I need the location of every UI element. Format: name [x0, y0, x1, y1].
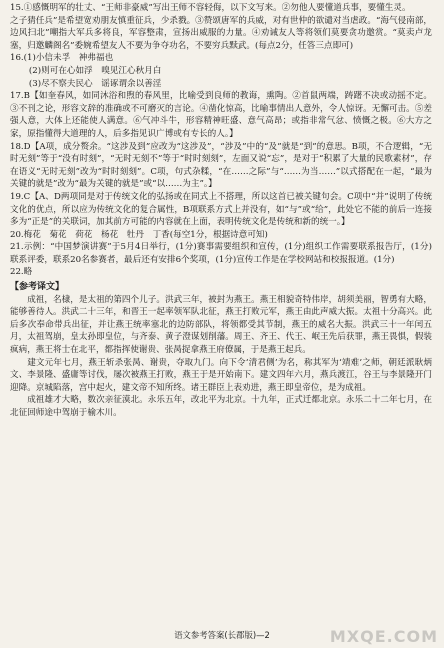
q18-answer: 18.D【A项，成分赘余。“这涉及到”应改为“这涉及”，“涉及”中的“及”就是“到”的意思。B项，不合逻辑，“无时无刻”等于“没有时刻”，“无时无刻不”等于“时时刻刻”，左面又说“忘”，是对于“积累了大量的民歌素材”，存在语义“无时无刻”改为“时时刻刻”。C项，句式杂糅，“在……之际”与“……为当……”以式搭配在一起，“最为关键的就是”改为“最为关键的就是”或“以……为主”。】	[10, 141, 432, 190]
q21-answer: 21.示例：“中国梦演讲赛”于5月4日举行，(1分)赛事需要组织和宣传，(1分)组织工作需要联系报告厅，(1分)联系评委，联系20名参赛者，最后还有安排6个奖项，(1分)宣传工作是在学校网站和校报报道。(1分)	[10, 242, 432, 265]
q20-answer: 20.梅花 菊花 荷花 杨花 牡丹 丁香(每空1分，根据诗意可知)	[10, 229, 268, 240]
page-footer: 语文参考答案(长郡版)—2	[174, 630, 270, 641]
watermark-logo: MXQE.COM	[329, 627, 438, 647]
translation-paragraph-2: 建文元年七月，燕王斩杀张昺、谢贵，夺取九门。向下令‘清君侧’为名，称其军为‘靖难’之师，朝廷派耿炳文、李景隆、盛庸等讨伐，屡次被燕王打败，燕王于是开始南下。建文四年六月，燕兵渡江，谷王与李景隆开门迎降。京城陷落，宫中起火，建文帝不知所终。诸王群臣上表劝进，燕王即皇帝位，是为成祖。	[10, 357, 432, 393]
q15-answer-line1: 15.①感慨明军的壮丈、“王师非豪威”写出王师不容轻侮，以下文写来。②勿他人要懂道兵事，要懂生灵。	[10, 3, 411, 13]
q16-answer-2: (2)则可在心如浮 嗅见江心秋月白	[28, 65, 162, 76]
q22-answer: 22.略	[10, 267, 33, 278]
translation-heading: 【参考译文】	[10, 282, 65, 293]
q17-answer: 17.B【如奎春风，如同沐浴和煦的春风里，比喻受到良师的教诲，熏陶。②首鼠两端，踌躇不决或动摇不定。③不刊之论，形容文辞的准确或不可磨灭的言论。④凿化惊高，比喻事情出人意外，令人惊讶。无懈可击。⑤差强人意，大体上还能使人满意。⑥气冲斗牛，形容精神旺盛、意气高昂；或指非常气忿、愤慨之极。⑥大方之家，原指懂得大道理的人，后多指见识广博或有专长的人。】	[10, 91, 432, 139]
q16-answer-title: 16.(1)小信未孚 神弗福也	[10, 53, 114, 64]
q16-answer-3: (3)尽不察夫民心 谣诼谓余以善淫	[28, 78, 162, 89]
translation-paragraph-1: 成祖，名棣，是太祖的第四个儿子。洪武三年，被封为燕王。燕王相貌奇特伟岸，胡须美丽，智勇有大略，能够善待人。洪武二十三年，和晋王一起率领军队北征，燕王打败元军，燕王由此声威大振。太祖十分高兴。此后多次奉命带兵出征，并让燕王统率塞北的边防部队，将领都受其节制，燕王的威名大振。洪武三十一年闰五月，太祖驾崩，皇太孙即皇位，与齐泰、黄子澄谋划削藩。周王、齐王、代王、岷王先后获罪，燕王畏惧，假装疯病，燕王将士在北平，都指挥使谢贵、张昺捉拿燕王府僚属，于是燕王起兵。	[10, 294, 432, 356]
q15-answer-cont: 之子猜任兵”是希望宽劝朋友慎重征兵，少杀戮。③赞颂唐军的兵威，对有世仲的欲谴对当虐政。“海气侵南部，边风扫北”嘲指大军兵多将良，军容整肃，宣扬出威服的力量。④劝诫友人等将领们莫要贪功邀赏。“莫卖卢龙塞，归邀麟阁名”委婉希望友人不要为争夺功名，不要穷兵黩武。(每点2分，任答三点即可)	[10, 15, 432, 51]
translation-paragraph-3: 成祖雄才大略，数次亲征漠北。永乐五年，改北平为北京。十九年，正式迁都北京。永乐二十二年七月，在北征回师途中驾崩于榆木川。	[10, 395, 432, 418]
q19-answer: 19.C【A、D两项同是对于传统文化的弘扬或在同式上不搭理，所以这首已被关键句会。C项中“并”说明了传统文化的优点，所以应为传统文化的复合属性，B项联系方式上并没有，如“与”或“给”，此处它不能的前后一连接多为“正是”的关联词，加其前方可能的内容就在上面，表明传统文化是传统和新的统一。】	[10, 191, 432, 228]
